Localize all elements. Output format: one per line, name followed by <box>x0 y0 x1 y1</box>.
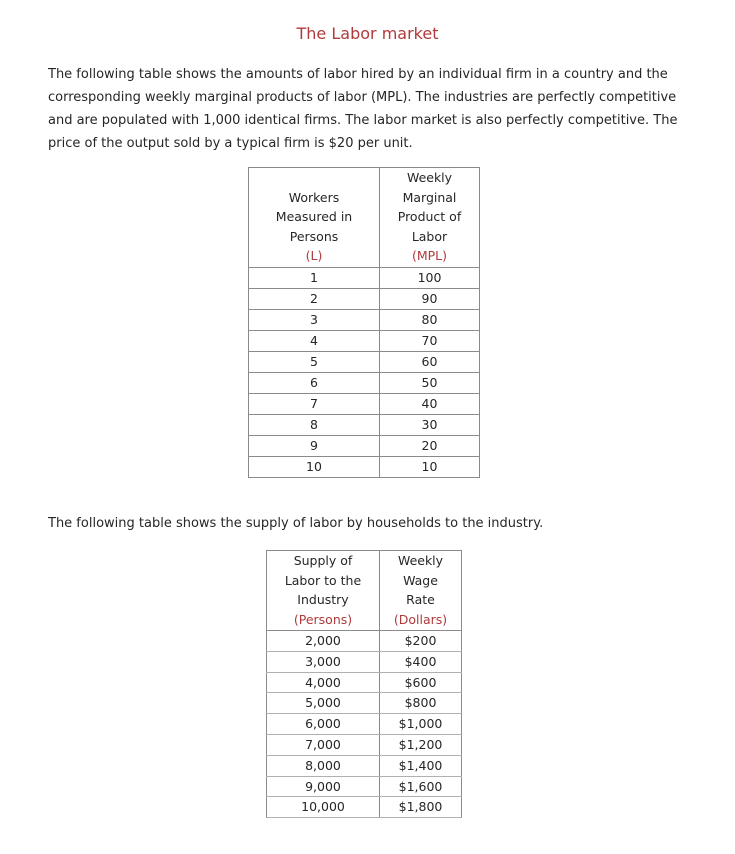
table-cell: 5,000 <box>267 693 380 714</box>
header-unit: (L) <box>305 248 323 263</box>
table-header-row <box>249 168 480 268</box>
page-title: The Labor market <box>296 24 439 43</box>
table-cell: 10,000 <box>267 797 380 818</box>
table-cell: $1,400 <box>380 755 462 776</box>
header-line: Industry <box>297 592 349 607</box>
header-unit: (Dollars) <box>393 611 448 627</box>
header-line: Marginal <box>402 189 457 205</box>
header-line: Labor to the <box>284 572 362 588</box>
table-cell: 1 <box>249 267 380 288</box>
table-cell: 100 <box>380 267 480 288</box>
table-cell: 10 <box>249 456 380 477</box>
table-cell: 2 <box>249 288 380 309</box>
table-cell: 50 <box>380 372 480 393</box>
header-line: Labor <box>411 228 448 244</box>
table-row <box>249 351 480 372</box>
table-cell: 4 <box>249 330 380 351</box>
table-cell: 8,000 <box>267 755 380 776</box>
table-cell: 60 <box>380 351 480 372</box>
intro-paragraph: The following table shows the amounts of labor hired by an individual firm in a country and the corresponding weekly marginal products of labor (MPL). The industries are perfectly competitive and are populated with 1,000 identical firms. The labor market is also perfectly competitive. The price of the output sold by a typical firm is $20 per unit. <box>48 67 678 151</box>
table-cell: 4,000 <box>267 672 380 693</box>
header-line: Workers <box>288 189 340 205</box>
table-cell: 10 <box>380 456 480 477</box>
header-line: Wage <box>403 572 438 588</box>
table-cell: 8 <box>249 414 380 435</box>
table-cell: $1,600 <box>380 776 462 797</box>
table-cell: 7 <box>249 393 380 414</box>
table-cell: $1,200 <box>380 734 462 755</box>
table-row <box>267 797 462 818</box>
table-row <box>267 714 462 735</box>
header-line: Weekly <box>406 170 453 185</box>
table-cell: 20 <box>380 435 480 456</box>
table-cell: $600 <box>380 672 462 693</box>
table-cell: 3,000 <box>267 651 380 672</box>
header-line: Measured in <box>275 209 353 224</box>
table-row <box>267 672 462 693</box>
table-row <box>249 267 480 288</box>
wage-column-header <box>380 551 462 631</box>
table-row <box>267 651 462 672</box>
table-cell: 5 <box>249 351 380 372</box>
table-cell: 90 <box>380 288 480 309</box>
table-row <box>249 456 480 477</box>
table-cell: $800 <box>380 693 462 714</box>
table-row <box>249 435 480 456</box>
table-cell: 7,000 <box>267 734 380 755</box>
table-cell: $200 <box>380 631 462 652</box>
table-row <box>249 309 480 330</box>
table-cell: $400 <box>380 651 462 672</box>
table-cell: $1,800 <box>380 797 462 818</box>
labor-supply-table <box>266 550 462 818</box>
table-row <box>267 776 462 797</box>
table-cell: 70 <box>380 330 480 351</box>
table-cell: 6,000 <box>267 714 380 735</box>
table-header-row <box>267 551 462 631</box>
mpl-table <box>248 167 480 478</box>
table-cell: 30 <box>380 414 480 435</box>
supply-intro-text: The following table shows the supply of labor by households to the industry. <box>48 516 544 531</box>
table-row <box>267 755 462 776</box>
table-row <box>249 288 480 309</box>
table-cell: 9,000 <box>267 776 380 797</box>
table-row <box>249 330 480 351</box>
table-row <box>249 372 480 393</box>
table-cell: 40 <box>380 393 480 414</box>
table-cell: 80 <box>380 309 480 330</box>
table-cell: 2,000 <box>267 631 380 652</box>
header-line: Product of <box>397 209 462 224</box>
header-line: Persons <box>289 228 339 244</box>
header-line: Weekly <box>397 553 444 568</box>
workers-column-header <box>249 168 380 268</box>
header-line: Supply of <box>293 553 353 568</box>
table-cell: 6 <box>249 372 380 393</box>
table-cell: 3 <box>249 309 380 330</box>
table-row <box>249 393 480 414</box>
table-cell: $1,000 <box>380 714 462 735</box>
supply-column-header <box>267 551 380 631</box>
table-cell: 9 <box>249 435 380 456</box>
table-row <box>249 414 480 435</box>
header-unit: (Persons) <box>293 611 353 627</box>
table-row <box>267 734 462 755</box>
mpl-column-header <box>380 168 480 268</box>
table-row <box>267 631 462 652</box>
header-unit: (MPL) <box>411 248 448 263</box>
table-row <box>267 693 462 714</box>
header-line: Rate <box>406 592 435 607</box>
